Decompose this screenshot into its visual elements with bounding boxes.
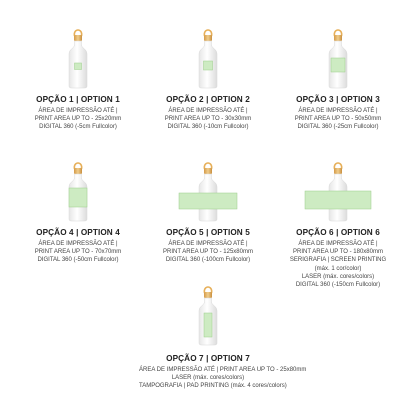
option-line: PRINT AREA UP TO - 180x80mm — [293, 249, 383, 256]
option-title: OPÇÃO 1 | OPTION 1 — [36, 95, 120, 104]
option-line: LASER (máx. cores/colors) — [171, 375, 245, 382]
print-area — [204, 313, 212, 337]
option-line: ÁREA DE IMPRESSÃO ATÉ | — [298, 108, 378, 114]
option-line: ÁREA DE IMPRESSÃO ATÉ | — [38, 241, 118, 247]
bottle-icon — [318, 27, 358, 89]
option-5 — [139, 160, 277, 265]
option-line: DIGITAL 360 (-50cm Fullcolor) — [37, 257, 119, 264]
bottle-icon — [58, 27, 98, 89]
print-area — [179, 193, 237, 209]
option-4 — [9, 160, 147, 265]
option-title: OPÇÃO 6 | OPTION 6 — [296, 228, 380, 237]
option-line: TAMPOGRAFIA | PAD PRINTING (máx. 4 cores/colors) — [139, 383, 287, 390]
option-title: OPÇÃO 7 | OPTION 7 — [166, 354, 250, 363]
option-line: ÁREA DE IMPRESSÃO ATÉ | PRINT AREA UP TO - 25x80mm — [139, 367, 307, 373]
option-line: ÁREA DE IMPRESSÃO ATÉ | — [168, 108, 248, 114]
option-line: DIGITAL 360 (-25cm Fullcolor) — [297, 124, 379, 131]
print-area — [204, 61, 213, 70]
option-title: OPÇÃO 4 | OPTION 4 — [36, 228, 120, 237]
bottle-icon — [188, 284, 228, 346]
option-line: PRINT AREA UP TO - 70x70mm — [34, 249, 122, 256]
option-line: (máx. 1 cor/color) — [314, 265, 362, 272]
option-line: PRINT AREA UP TO - 125x80mm — [163, 249, 253, 256]
option-6 — [269, 160, 407, 289]
option-line: PRINT AREA UP TO - 25x20mm — [34, 116, 122, 123]
option-7 — [139, 284, 307, 391]
option-line: ÁREA DE IMPRESSÃO ATÉ | — [38, 108, 118, 114]
option-title: OPÇÃO 2 | OPTION 2 — [166, 95, 250, 104]
bottle-icon — [58, 160, 98, 222]
option-3 — [269, 27, 407, 132]
bottle-icon — [188, 160, 228, 222]
option-line: DIGITAL 360 (-150cm Fullcolor) — [295, 282, 381, 289]
option-line: SERIGRAFIA | SCREEN PRINTING — [289, 257, 387, 264]
option-title: OPÇÃO 5 | OPTION 5 — [166, 228, 250, 237]
option-line: DIGITAL 360 (-10cm Fullcolor) — [167, 124, 249, 131]
bottle-icon — [188, 27, 228, 89]
print-area — [305, 191, 371, 209]
option-line: DIGITAL 360 (-5cm Fullcolor) — [39, 124, 117, 131]
bottle-icon — [318, 160, 358, 222]
option-line: LASER (máx. cores/colors) — [301, 273, 375, 280]
option-line: ÁREA DE IMPRESSÃO ATÉ | — [298, 241, 378, 247]
option-1 — [9, 27, 147, 132]
print-area — [331, 58, 345, 72]
option-line: PRINT AREA UP TO - 50x50mm — [294, 116, 382, 123]
option-line: DIGITAL 360 (-100cm Fullcolor) — [165, 257, 251, 264]
option-line: ÁREA DE IMPRESSÃO ATÉ | — [168, 241, 248, 247]
option-line: PRINT AREA UP TO - 30x30mm — [164, 116, 252, 123]
print-area — [75, 63, 82, 70]
option-title: OPÇÃO 3 | OPTION 3 — [296, 95, 380, 104]
option-2 — [139, 27, 277, 132]
print-area — [69, 188, 87, 207]
